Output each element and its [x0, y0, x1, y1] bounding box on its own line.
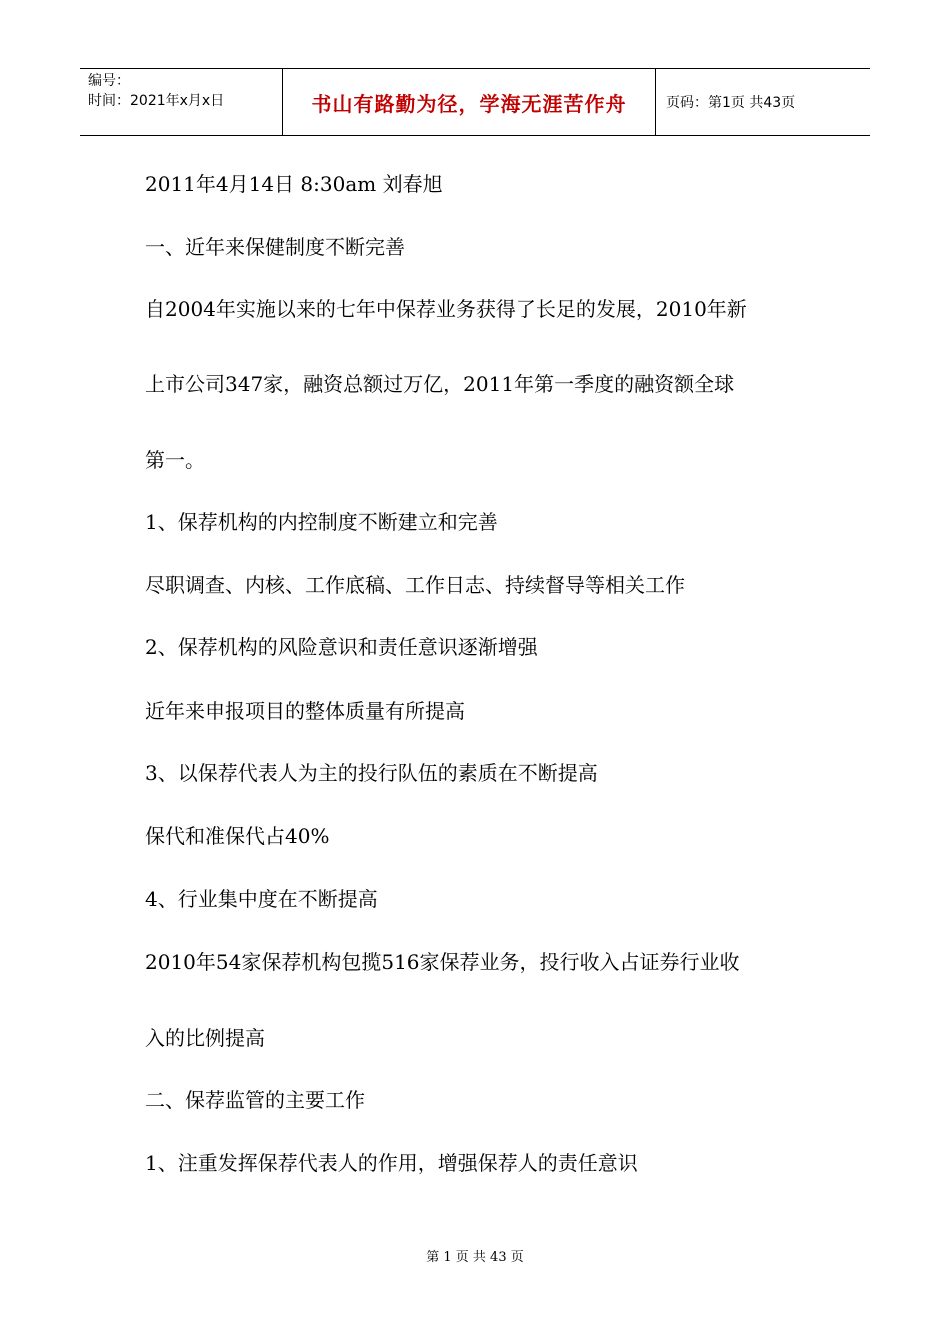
body-line: 一、近年来保健制度不断完善: [145, 235, 405, 259]
document-number-label: 编号：: [88, 73, 130, 89]
header-motto-cell: [282, 69, 656, 135]
header-meta-cell: [80, 69, 282, 135]
body-line: 1、注重发挥保荐代表人的作用，增强保荐人的责任意识: [145, 1151, 638, 1175]
header-page-cell: [656, 69, 870, 135]
body-line: 入的比例提高: [145, 1026, 265, 1050]
document-date-label: 时间：2021年x月x日: [88, 93, 225, 109]
body-line: 4、行业集中度在不断提高: [145, 887, 378, 911]
body-line: 第一。: [145, 448, 205, 472]
body-line: 2、保荐机构的风险意识和责任意识逐渐增强: [145, 635, 538, 659]
header-page-info: 页码：第1页 共43页: [666, 95, 796, 111]
header-table: [80, 68, 870, 136]
page-footer: 第 1 页 共 43 页: [426, 1250, 524, 1265]
body-line: 二、保荐监管的主要工作: [145, 1088, 365, 1112]
body-line: 自2004年实施以来的七年中保荐业务获得了长足的发展，2010年新: [145, 297, 747, 321]
body-line: 2011年4月14日 8:30am 刘春旭: [145, 172, 443, 196]
body-line: 1、保荐机构的内控制度不断建立和完善: [145, 510, 498, 534]
body-line: 上市公司347家，融资总额过万亿，2011年第一季度的融资额全球: [145, 372, 735, 396]
body-line: 保代和准保代占40%: [145, 824, 330, 848]
body-line: 近年来申报项目的整体质量有所提高: [145, 699, 465, 723]
body-line: 2010年54家保荐机构包揽516家保荐业务，投行收入占证券行业收: [145, 950, 740, 974]
body-line: 3、以保荐代表人为主的投行队伍的素质在不断提高: [145, 761, 598, 785]
body-line: 尽职调查、内核、工作底稿、工作日志、持续督导等相关工作: [145, 573, 685, 597]
header-motto: 书山有路勤为径，学海无涯苦作舟: [311, 91, 627, 116]
